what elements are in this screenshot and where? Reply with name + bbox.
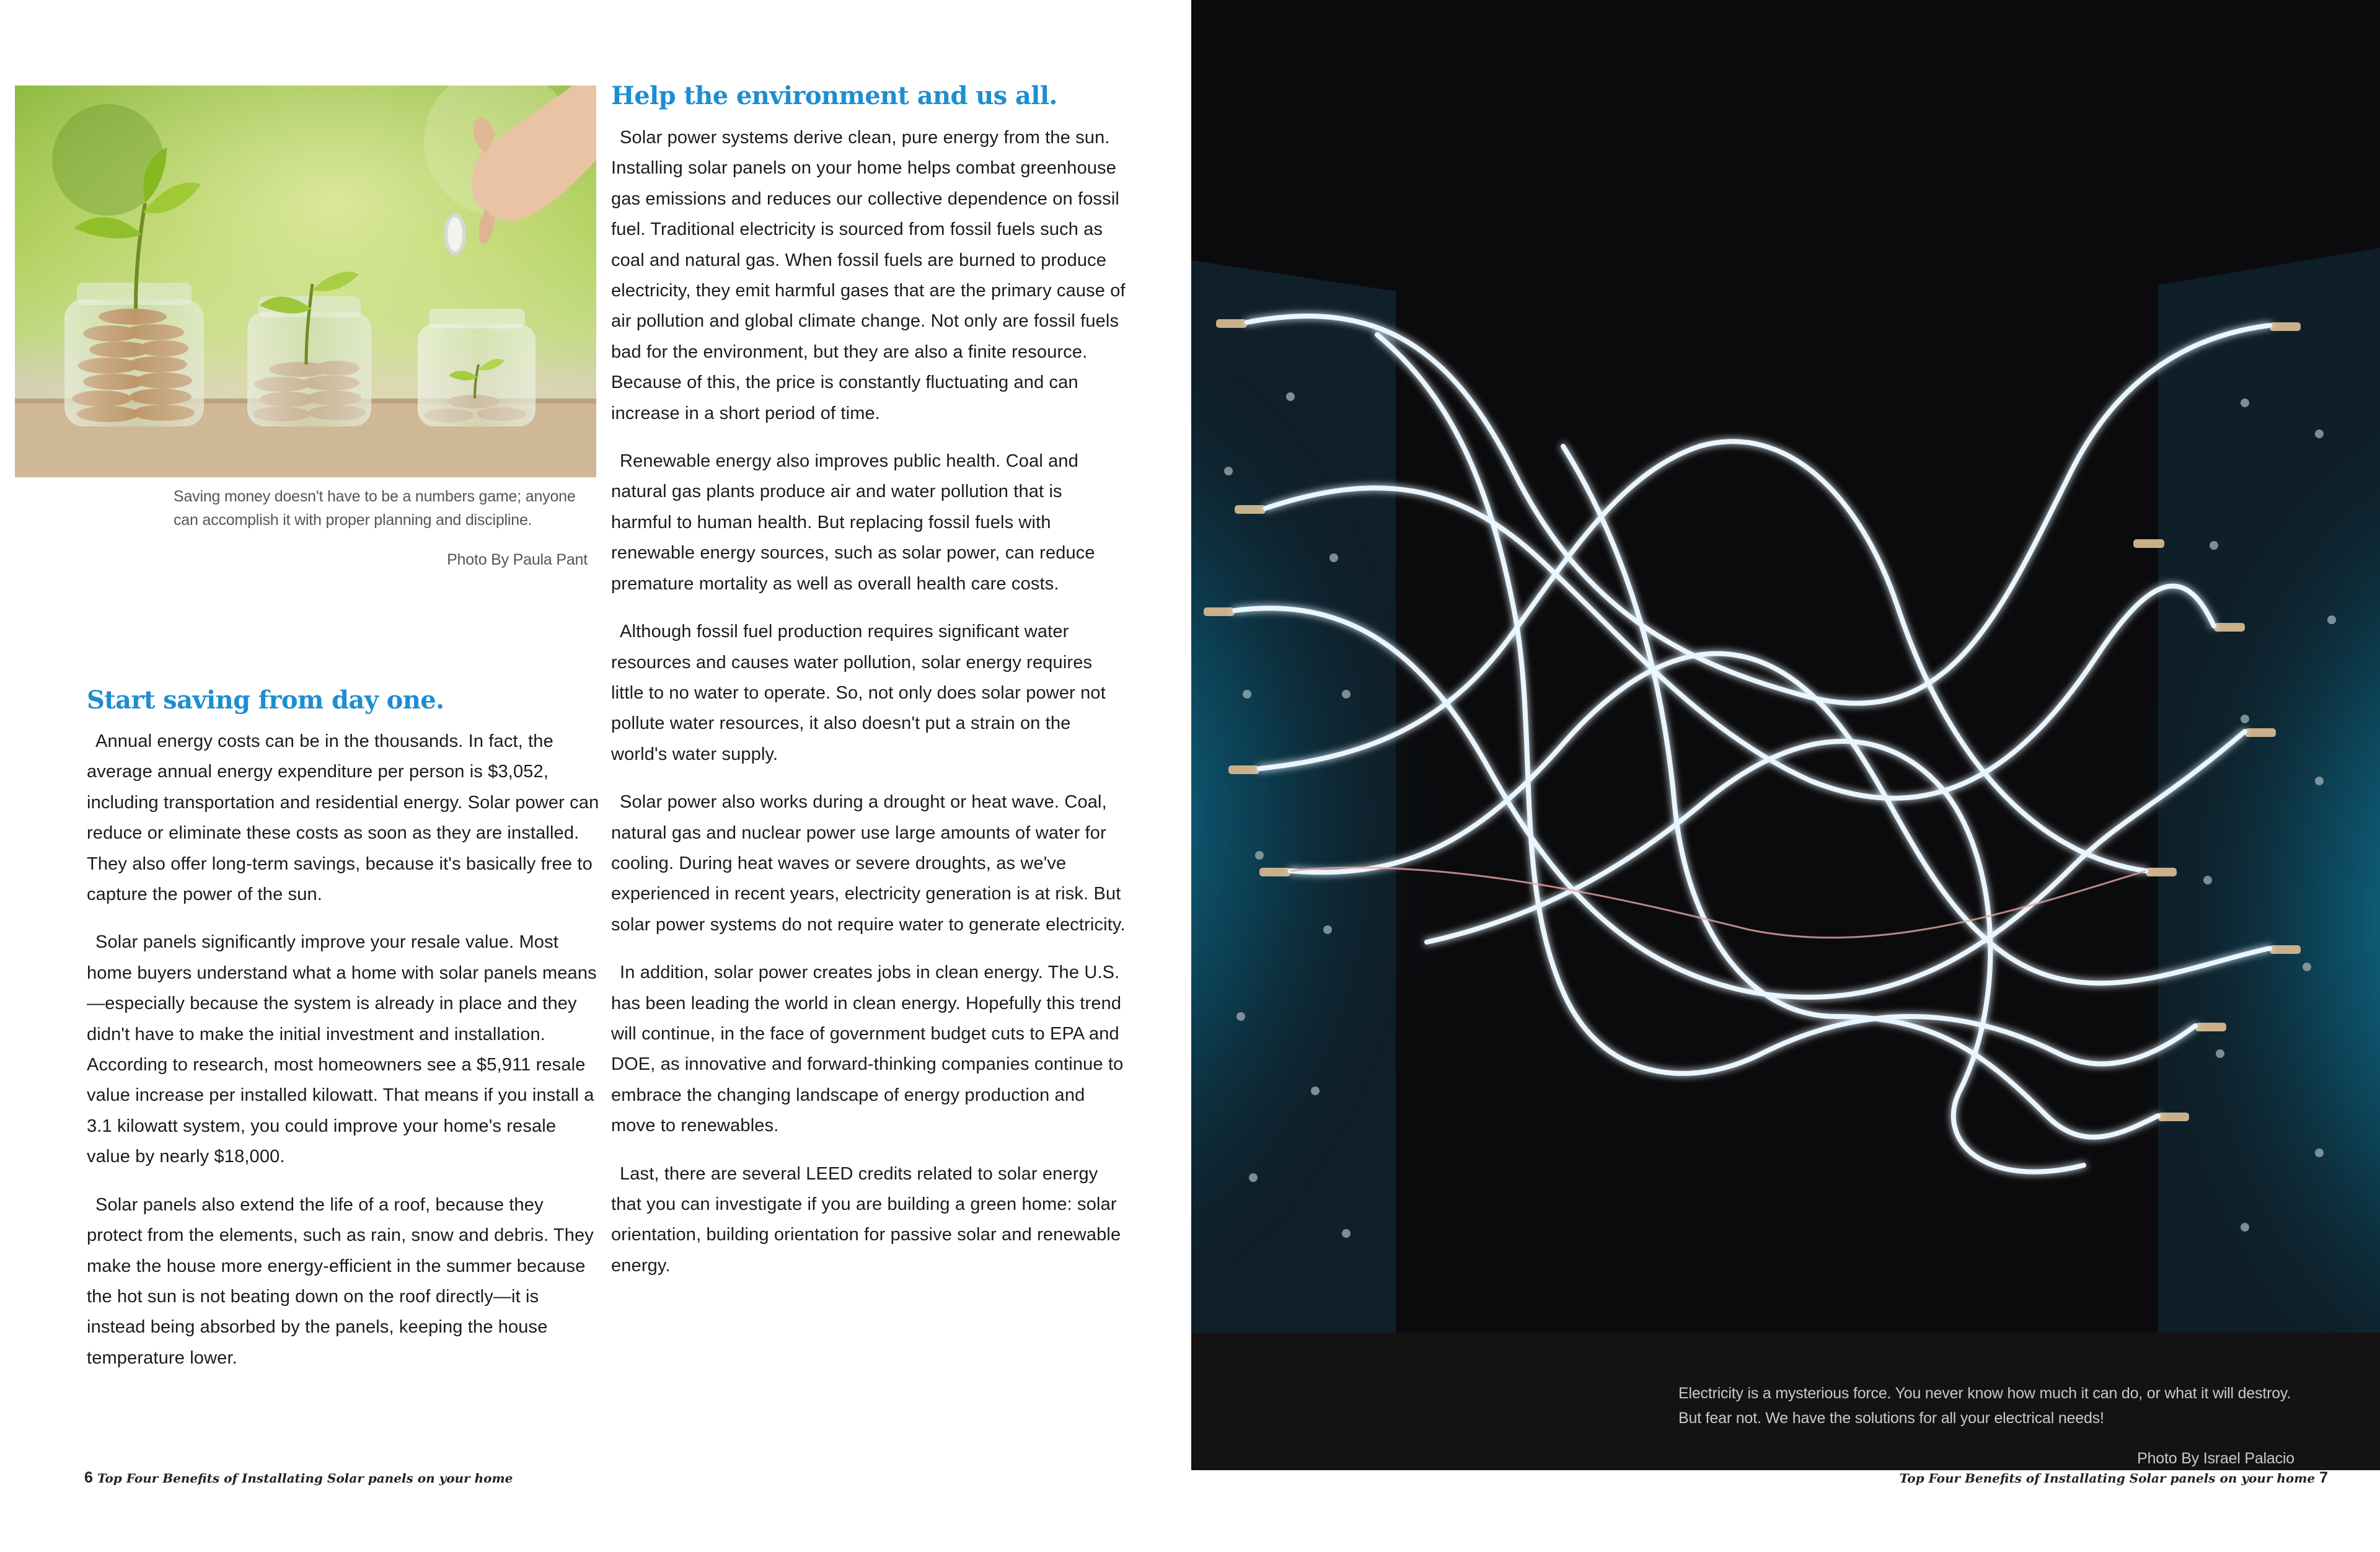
saving-paragraph-3: Solar panels also extend the life of a roof, because they protect from the elements, such as rain, snow and debris. They make the house more energy-efficient in the summer because the hot sun is not beating down on the roof directly—it is instead being absorbed by the panels, keeping the house temperature lower.	[87, 1194, 594, 1368]
coins-photo-credit: Photo By Paula Pant	[447, 551, 588, 568]
cables-photo-credit: Photo By Israel Palacio	[2137, 1450, 2294, 1467]
left-page-footer	[84, 1469, 513, 1487]
right-page-footer	[1900, 1469, 2328, 1487]
saving-paragraph-2: Solar panels significantly improve your resale value. Most home buyers understand what a home with solar panels means—especially because the system is already in place and they didn't have to make the initial investment and installation. According to research, most homeowners see a $5,911 resale value increase per installed kilowatt. That means if you install a 3.1 kilowatt system, you could improve your home's resale value by nearly $18,000.	[87, 932, 597, 1167]
environment-paragraph-2: Renewable energy also improves public health. Coal and natural gas plants produce air and water pollution that is harmful to human health. But replacing fossil fuels with renewable energy sources, such as solar power, can reduce premature mortality as well as overall health care costs.	[611, 451, 1095, 594]
environment-paragraph-3: Although fossil fuel production requires significant water resources and causes water pollution, solar energy requires little to no water to operate. So, not only does solar power not pollute water resources, it also doesn't put a strain on the world's water supply.	[611, 622, 1106, 764]
environment-paragraph-1: Solar power systems derive clean, pure energy from the sun. Installing solar panels on your home helps combat greenhouse gas emissions and reduces our collective dependence on fossil fuel. Traditional electricity is sourced from fossil fuels such as coal and natural gas. When fossil fuels are burned to produce electricity, they emit harmful gases that are the primary cause of air pollution and global climate change. Not only are fossil fuels bad for the environment, but they are also a finite resource. Because of this, the price is constantly fluctuating and can increase in a short period of time.	[611, 128, 1126, 423]
environment-heading: Help the environment and us all.	[611, 81, 1057, 110]
left-page-number: 6	[84, 1469, 93, 1486]
saving-paragraph-1: Annual energy costs can be in the thousands. In fact, the average annual energy expenditure per person is $3,052, including transportation and residential energy. Solar power can reduce or eliminate these costs as soon as they are installed. They also offer long-term savings, because it's basically free to capture the power of the sun.	[87, 731, 599, 905]
environment-paragraph-5: In addition, solar power creates jobs in clean energy. The U.S. has been leading the world in clean energy. Hopefully this trend will continue, in the face of government budget cuts to EPA and DOE, as innovative and forward-thinking companies continue to embrace the changing landscape of energy production and move to renewables.	[611, 963, 1124, 1136]
cables-photo-caption: Electricity is a mysterious force. You never know how much it can do, or what it will destroy. But fear not. We have the solutions for all your electrical needs!	[1678, 1385, 2291, 1427]
glowing-cables-photo	[1191, 0, 2380, 1470]
right-page-number: 7	[2319, 1469, 2328, 1486]
right-footer-title: Top Four Benefits of Installating Solar panels on your home	[1899, 1471, 2316, 1486]
coins-in-jars-illustration	[15, 86, 596, 477]
coins-photo-caption: Saving money doesn't have to be a numbers game; anyone can accomplish it with proper planning and discipline.	[174, 488, 576, 529]
environment-paragraph-4: Solar power also works during a drought or heat wave. Coal, natural gas and nuclear power use large amounts of water for cooling. During heat waves or severe droughts, as we've experienced in recent years, electricity generation is at risk. But solar power systems do not require water to generate electricity.	[611, 792, 1126, 935]
environment-article-column	[611, 123, 1126, 1298]
environment-paragraph-6: Last, there are several LEED credits related to solar energy that you can investigate if you are building a green home: solar orientation, building orientation for passive solar and renewable energy.	[611, 1163, 1121, 1276]
saving-article-column	[87, 726, 601, 1391]
left-footer-title: Top Four Benefits of Installating Solar panels on your home	[97, 1471, 513, 1486]
coins-in-jars-photo	[15, 86, 596, 477]
saving-heading: Start saving from day one.	[87, 686, 444, 715]
glowing-cables-illustration	[1191, 0, 2380, 1470]
